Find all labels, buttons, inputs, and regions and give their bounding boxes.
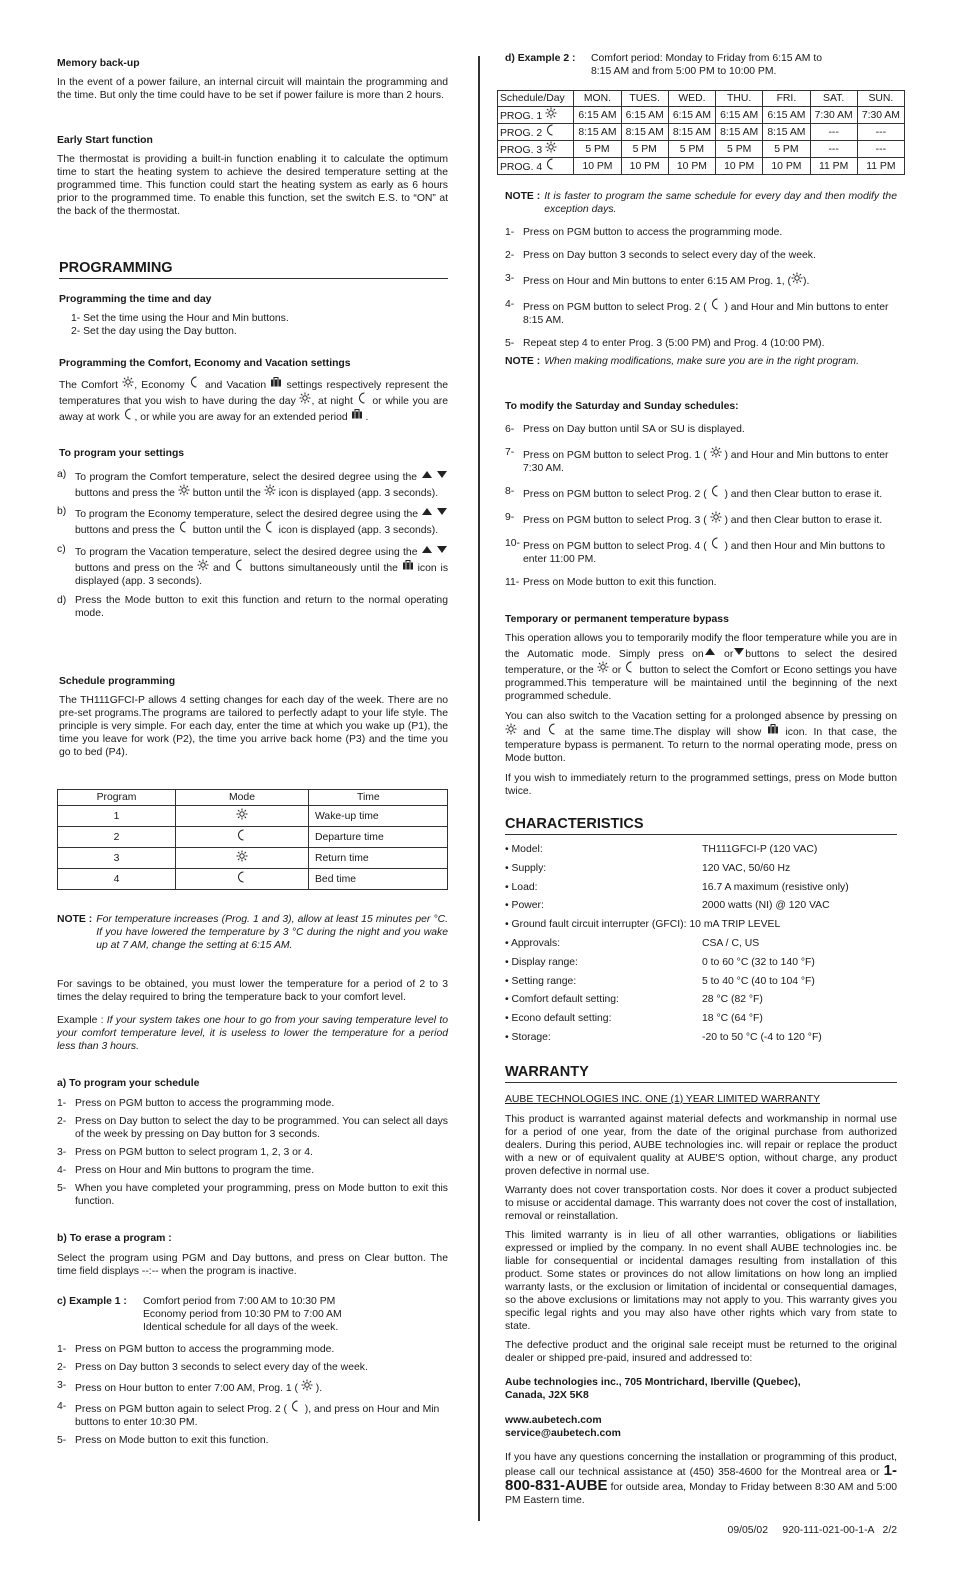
down-arrow-icon [436, 543, 448, 555]
bypass-title: Temporary or permanent temperature bypass [505, 614, 729, 625]
list-item: 2- Press on Day button 3 seconds to select every day of the week. [505, 250, 816, 261]
schedule-text: The TH111GFCI-P allows 4 setting changes for each day of the week. There are no pre-set programs.The programs are tailored to perfectly adapt to your life style. The principle is very simple. For each day, enter the time at which you wake up (P1), the time you leave for work (P2), the time you arrive back home (P3) and the time you go to bed (P4). [59, 695, 448, 758]
table-header: TUES. [621, 91, 668, 107]
table-row [58, 869, 448, 890]
moon-icon [236, 829, 248, 841]
phone-number[interactable]: 1-800-831-AUBE [505, 1462, 898, 1494]
table-row [58, 827, 448, 848]
list-item: 4- Press on PGM button again to select Prog. 2 ( ), and press on Hour and Min buttons to enter 10:30 PM. [57, 1401, 440, 1428]
list-item: 1- Press on PGM button to access the programming mode. [57, 1098, 335, 1109]
sun-icon [505, 723, 517, 735]
sun-icon [264, 484, 276, 496]
example-text: Example : If your system takes one hour to go from your saving temperature level to your comfort temperature level, it is useless to lower the temperature for a period less than 3 hours. [57, 1015, 448, 1052]
time-day-section [59, 293, 448, 338]
sun-icon [301, 1379, 313, 1391]
moon-icon [290, 1400, 302, 1412]
weekend-title: To modify the Saturday and Sunday schedules: [505, 401, 739, 412]
table-header: Program [58, 790, 176, 806]
programming-heading: PROGRAMMING [59, 259, 448, 279]
weekend-section [505, 400, 897, 413]
early-start-text: The thermostat is providing a built-in function enabling it to calculate the optimum time to start the heating system to achieve the desired temperature setting at the programmed time. This function could start the heating system as early as 6 hours prior to the programmed time. To enable this function, set the switch E.S. to “ON” at the back of the thermostat. [57, 154, 448, 217]
program-number: 2 [58, 827, 176, 848]
program-number: 4 [58, 869, 176, 890]
moon-icon [710, 298, 722, 310]
example2-steps [505, 226, 897, 355]
moon-icon [357, 392, 369, 404]
characteristics-heading: CHARACTERISTICS [505, 815, 897, 835]
time-day-title: Programming the time and day [59, 294, 212, 305]
memory-backup-text: In the event of a power failure, an internal circuit will maintain the programming and the time. But only the time could have to be set if power failure is more than 2 hours. [57, 77, 448, 101]
sun-icon [178, 484, 190, 496]
spec-row: • Setting range: 5 to 40 °C (40 to 104 °F) [505, 975, 815, 987]
down-arrow-icon [733, 645, 745, 657]
address-line-1: Aube technologies inc., 705 Montrichard, Iberville (Quebec), [505, 1377, 801, 1388]
program-schedule-section [57, 1077, 448, 1213]
warranty-text-1: This product is warranted against material defects and workmanship in normal use for a period of one year, from the date of the original purchase from authorized dealers. During this period, AUBE technologies inc. will repair or replace the product with a new or of equivalent quality at AUBE'S option, without charge, any product proven defective in normal use. [505, 1114, 897, 1177]
list-item: 3- Press on PGM button to select program 1, 2, 3 or 4. [57, 1147, 313, 1158]
list-item: 2- Press on Day button 3 seconds to select every day of the week. [57, 1362, 368, 1373]
warranty-section [505, 1093, 897, 1507]
table-row: PROG. 2 8:15 AM 8:15 AM 8:15 AM 8:15 AM 8:15 AM --- --- [498, 124, 905, 141]
list-item: 9- Press on PGM button to select Prog. 3 ( ) and then Clear button to erase it. [505, 512, 883, 526]
sun-icon [197, 559, 209, 571]
table-row [58, 806, 448, 827]
list-item: 4- Press on Hour and Min buttons to program the time. [57, 1165, 315, 1176]
characteristics-list [505, 843, 897, 1050]
page-footer: 09/05/02 920-111-021-00-1-A 2/2 [727, 1525, 897, 1536]
table-row: PROG. 3 5 PM 5 PM 5 PM 5 PM 5 PM --- --- [498, 141, 905, 158]
suitcase-icon [767, 723, 779, 735]
weekly-schedule-table [497, 90, 905, 175]
address-line-2: Canada, J2X 5K8 [505, 1390, 589, 1401]
sun-icon [545, 107, 557, 119]
down-arrow-icon [436, 468, 448, 480]
up-arrow-icon [421, 505, 433, 517]
memory-backup-title: Memory back-up [57, 58, 140, 69]
setting-step-a: a) To program the Comfort temperature, select the desired degree using the buttons and press the button until the icon is displayed (app. 3 seconds). [57, 468, 448, 500]
note-1: NOTE : It is faster to program the same schedule for every day and then modify the exception days. [505, 191, 897, 215]
table-row: PROG. 1 6:15 AM 6:15 AM 6:15 AM 6:15 AM 6:15 AM 7:30 AM 7:30 AM [498, 107, 905, 124]
list-item: 10- Press on PGM button to select Prog. 4 ( ) and then Hour and Min buttons to enter 11:00 PM. [505, 538, 886, 565]
list-item: 1- Press on PGM button to access the programming mode. [505, 227, 783, 238]
schedule-title: Schedule programming [59, 676, 176, 687]
list-item: 3- Press on Hour and Min buttons to enter 6:15 AM Prog. 1, ( ). [505, 273, 810, 287]
schedule-section [59, 675, 448, 759]
sun-icon [236, 850, 248, 862]
sun-icon [299, 392, 311, 404]
table-header: MON. [574, 91, 621, 107]
program-settings-title: To program your settings [59, 448, 185, 459]
bypass-text-2: You can also switch to the Vacation setting for a prolonged absence by pressing on and at the same time.The display will show icon. In that case, the temperature bypass is permanent. To return to the normal operating mode, press on Mode button. [505, 711, 898, 764]
warranty-text-3: This limited warranty is in lieu of all other warranties, obligations or liabilities expressed or implied by the company. In no event shall AUBE technologies inc. be liable for consequential or incidental damages resulting from installation of this product. Some states or provinces do not allow limitations on how long an implied warranty lasts, or the exclusion or limitation of incidental or consequential damages, so the above exclusions or limitations may not apply to you. This warranty gives you specific legal rights and you may also have other rights which vary from state to state. [505, 1230, 897, 1332]
note-2: NOTE : When making modifications, make sure you are in the right program. [505, 356, 859, 367]
bypass-text-1: This operation allows you to temporarily modify the floor temperature while you are in the Automatic mode. Simply press on or buttons to select the desired temperature, or the or button to select the Comfort or Econo settings you have programmed.This temperature will be maintained until the beginning of the next programmed schedule. [505, 633, 898, 702]
list-item: 2- Press on Day button to select the day to be programmed. You can select all days of the week by pressing on Day button for 3 seconds. [57, 1116, 448, 1140]
list-item: 5- When you have completed your programming, press on Mode button to exit this function. [57, 1183, 448, 1207]
erase-title: b) To erase a program : [57, 1233, 172, 1244]
sun-icon [791, 272, 803, 284]
program-time: Bed time [309, 869, 448, 890]
spec-row: • Econo default setting: 18 °C (64 °F) [505, 1013, 763, 1025]
spec-row: • Display range: 0 to 60 °C (32 to 140 °F) [505, 956, 815, 968]
example2-section: d) Example 2 : Comfort period: Monday to Friday from 6:15 AM to 8:15 AM and from 5:00 PM to 10:00 PM. [505, 53, 822, 77]
program-table [57, 789, 448, 890]
table-row [58, 848, 448, 869]
moon-icon [264, 521, 276, 533]
list-item: 7- Press on PGM button to select Prog. 1 ( ) and Hour and Min buttons to enter 7:30 AM. [505, 447, 889, 474]
weekend-steps [505, 423, 897, 594]
erase-section [57, 1232, 448, 1278]
example1-section: c) Example 1 : Comfort period from 7:00 AM to 10:30 PM Economy period from 10:30 PM to 7:00 AM Identical schedule for all days of the week. [57, 1296, 342, 1333]
spec-row: • Approvals: CSA / C, US [505, 937, 760, 949]
warranty-text-4: The defective product and the original sale receipt must be returned to the original dealer or shipped pre-paid, insured and addressed to: [505, 1340, 897, 1364]
sun-icon [597, 661, 609, 673]
example2-label: d) Example 2 : [505, 53, 576, 64]
table-header: FRI. [763, 91, 810, 107]
moon-icon [123, 408, 135, 420]
program-schedule-list [57, 1097, 448, 1208]
table-header: SAT. [810, 91, 857, 107]
program-number: 3 [58, 848, 176, 869]
sun-icon [710, 446, 722, 458]
table-header: Mode [176, 790, 309, 806]
example1-label: c) Example 1 : [57, 1296, 127, 1307]
settings-section [59, 357, 448, 424]
spec-row: • Comfort default setting: 28 °C (82 °F) [505, 994, 763, 1006]
column-divider [478, 56, 480, 1521]
setting-step-c: c) To program the Vacation temperature, select the desired degree using the buttons and press on the and buttons simultaneously until the icon is displayed (app. 3 seconds). [57, 544, 449, 587]
moon-icon [189, 376, 201, 388]
table-header: Schedule/Day [498, 91, 574, 107]
warranty-subtitle: AUBE TECHNOLOGIES INC. ONE (1) YEAR LIMITED WARRANTY [505, 1094, 821, 1105]
moon-icon [234, 559, 246, 571]
warranty-text-2: Warranty does not cover transportation costs. Nor does it cover a product subjected to misuse or accidental damage. This warranty does not cover the cost of installation, removal or reinstallation. [505, 1185, 897, 1222]
spec-row: • Power: 2000 watts (NI) @ 120 VAC [505, 900, 830, 912]
program-time: Return time [309, 848, 448, 869]
up-arrow-icon [421, 468, 433, 480]
program-time: Departure time [309, 827, 448, 848]
list-item: 11- Press on Mode button to exit this function. [505, 577, 717, 588]
sun-icon [122, 376, 134, 388]
early-start-section [57, 134, 448, 218]
suitcase-icon [402, 559, 414, 571]
moon-icon [545, 124, 557, 136]
table-header-row [58, 790, 448, 806]
moon-icon [710, 485, 722, 497]
erase-text: Select the program using PGM and Day buttons, and press on Clear button. The time field displays --:-- when the program is inactive. [57, 1253, 448, 1277]
up-arrow-icon [704, 645, 716, 657]
table-header-row [498, 91, 905, 107]
setting-step-d: d) Press the Mode button to exit this function and return to the normal operating mode. [57, 595, 448, 619]
table-header: THU. [716, 91, 763, 107]
list-item: 4- Press on PGM button to select Prog. 2 ( ) and Hour and Min buttons to enter 8:15 AM. [505, 299, 889, 326]
suitcase-icon [351, 408, 363, 420]
table-header: SUN. [857, 91, 904, 107]
contact-text: If you have any questions concerning the installation or programming of this product, please call our technical assistance at (450) 358-4600 for the Montreal area or 1-800-831-AUBE for outside area, Monday to Friday between 8:30 AM and 5:00 PM Eastern time. [505, 1452, 898, 1506]
program-schedule-title: a) To program your schedule [57, 1078, 200, 1089]
table-header: Time [309, 790, 448, 806]
list-item: 6- Press on Day button until SA or SU is displayed. [505, 424, 745, 435]
settings-title: Programming the Comfort, Economy and Vacation settings [59, 358, 351, 369]
time-day-step-1: 1- Set the time using the Hour and Min buttons. [71, 313, 289, 324]
suitcase-icon [270, 376, 282, 388]
list-item: 8- Press on PGM button to select Prog. 2 ( ) and then Clear button to erase it. [505, 486, 883, 500]
savings-text: For savings to be obtained, you must lower the temperature for a period of 2 to 3 times the delay required to bring the temperature back to your comfort level. [57, 979, 448, 1003]
moon-icon [624, 661, 636, 673]
moon-icon [710, 537, 722, 549]
moon-icon [178, 521, 190, 533]
example1-steps [57, 1343, 448, 1452]
sun-icon [710, 511, 722, 523]
warranty-heading: WARRANTY [505, 1063, 897, 1083]
time-day-step-2: 2- Set the day using the Day button. [71, 326, 237, 337]
spec-row: • Supply: 120 VAC, 50/60 Hz [505, 862, 791, 874]
up-arrow-icon [421, 543, 433, 555]
spec-row: • Storage: -20 to 50 °C (-4 to 120 °F) [505, 1031, 822, 1043]
bypass-text-3: If you wish to immediately return to the programmed settings, press on Mode button twice. [505, 773, 897, 797]
schedule-note: NOTE : For temperature increases (Prog. 1 and 3), allow at least 15 minutes per °C. If you have lowered the temperature by 3 °C during the night and you wake up at 7 AM, change the setting at 6:15 AM. [57, 914, 448, 951]
down-arrow-icon [436, 505, 448, 517]
memory-backup-section [57, 57, 448, 102]
moon-icon [547, 723, 559, 735]
sun-icon [236, 808, 248, 820]
moon-icon [236, 871, 248, 883]
spec-row: • Ground fault circuit interrupter (GFCI): 10 mA TRIP LEVEL [505, 919, 781, 931]
spec-row: • Load: 16.7 A maximum (resistive only) [505, 881, 849, 893]
list-item: 1- Press on PGM button to access the programming mode. [57, 1344, 335, 1355]
list-item: 5- Press on Mode button to exit this function. [57, 1435, 269, 1446]
website-link[interactable]: www.aubetech.com [505, 1415, 602, 1426]
program-settings-list [57, 468, 448, 625]
setting-step-b: b) To program the Economy temperature, select the desired degree using the buttons and press the button until the icon is displayed (app. 3 seconds). [57, 505, 448, 537]
program-settings-section [59, 447, 448, 460]
program-time: Wake-up time [309, 806, 448, 827]
program-number: 1 [58, 806, 176, 827]
list-item: 5- Repeat step 4 to enter Prog. 3 (5:00 PM) and Prog. 4 (10:00 PM). [505, 338, 825, 349]
sun-icon [545, 141, 557, 153]
moon-icon [545, 158, 557, 170]
early-start-title: Early Start function [57, 135, 153, 146]
bypass-section [505, 613, 897, 798]
email-link[interactable]: service@aubetech.com [505, 1428, 621, 1439]
spec-row: • Model: TH111GFCI-P (120 VAC) [505, 844, 818, 855]
table-row: PROG. 4 10 PM 10 PM 10 PM 10 PM 10 PM 11 PM 11 PM [498, 158, 905, 175]
table-header: WED. [668, 91, 715, 107]
list-item: 3- Press on Hour button to enter 7:00 AM, Prog. 1 ( ). [57, 1380, 323, 1394]
settings-text: The Comfort , Economy and Vacation settings respectively represent the temperatures that you wish to have during the day , at night or while you are away at work , or while you are away for an extended period . [59, 376, 448, 424]
